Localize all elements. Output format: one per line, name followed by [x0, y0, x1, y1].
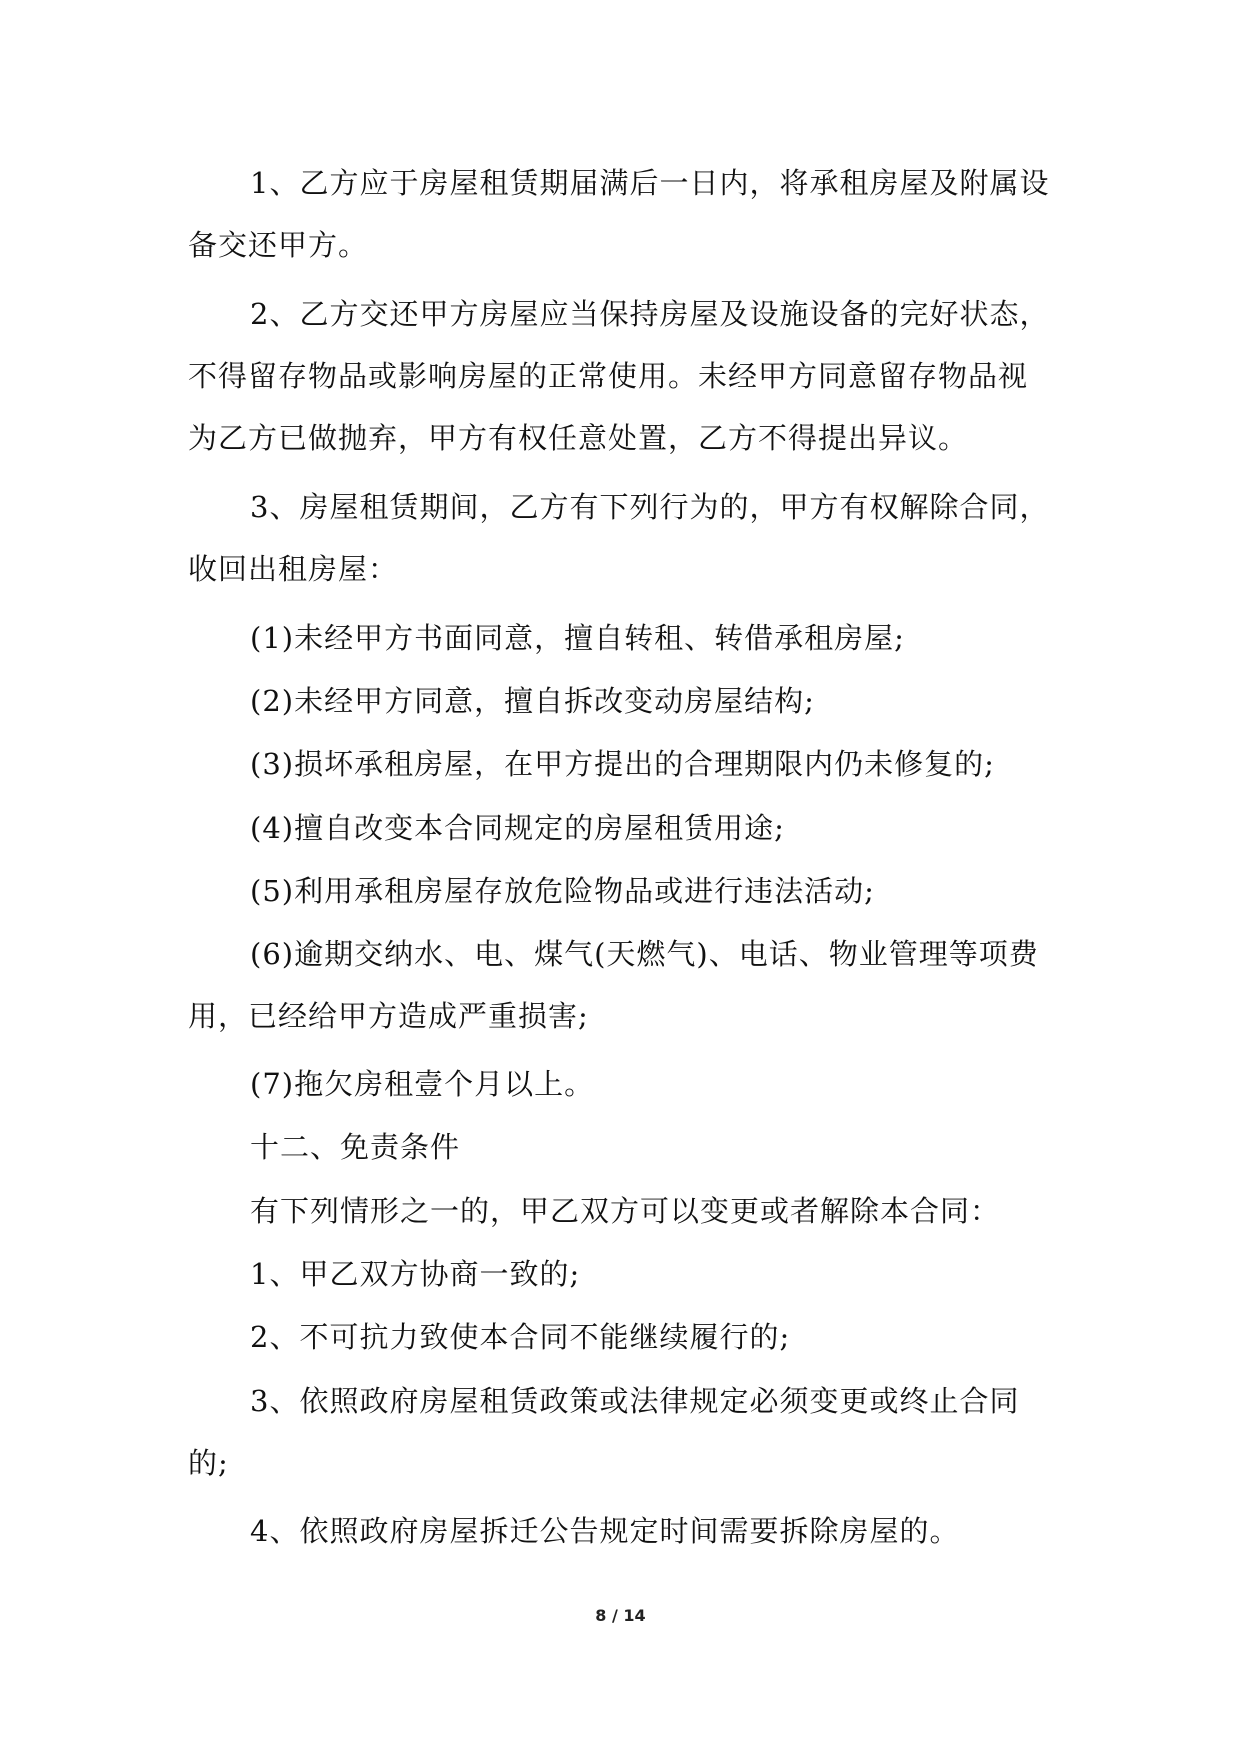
list-item-1: (1)未经甲方书面同意，擅自转租、转借承租房屋; [250, 621, 905, 655]
condition-item-2: 2、不可抗力致使本合同不能继续履行的; [250, 1320, 791, 1354]
paragraph-3: 3、房屋租赁期间，乙方有下列行为的，甲方有权解除合同，收回出租房屋： [188, 490, 1050, 586]
condition-item-4: 4、依照政府房屋拆迁公告规定时间需要拆除房屋的。 [250, 1514, 960, 1548]
section-heading: 十二、免责条件 [250, 1130, 461, 1164]
paragraph-conditions-intro: 有下列情形之一的，甲乙双方可以变更或者解除本合同： [250, 1194, 1001, 1228]
list-item-4: (4)擅自改变本合同规定的房屋租赁用途; [250, 811, 785, 845]
page-number: 8 / 14 [595, 1606, 646, 1625]
condition-item-3: 3、依照政府房屋租赁政策或法律规定必须变更或终止合同的; [188, 1384, 1020, 1480]
condition-item-1: 1、甲乙双方协商一致的; [250, 1257, 581, 1291]
list-item-6: (6)逾期交纳水、电、煤气(天燃气)、电话、物业管理等项费用，已经给甲方造成严重损害; [188, 937, 1039, 1033]
paragraph-1: 1、乙方应于房屋租赁期届满后一日内，将承租房屋及附属设备交还甲方。 [188, 166, 1050, 262]
list-item-2: (2)未经甲方同意，擅自拆改变动房屋结构; [250, 684, 815, 718]
paragraph-2: 2、乙方交还甲方房屋应当保持房屋及设施设备的完好状态，不得留存物品或影响房屋的正常使用。未经甲方同意留存物品视为乙方已做抛弃，甲方有权任意处置，乙方不得提出异议。 [188, 297, 1050, 455]
list-item-3: (3)损坏承租房屋，在甲方提出的合理期限内仍未修复的; [250, 747, 995, 781]
list-item-7: (7)拖欠房租壹个月以上。 [250, 1067, 595, 1101]
list-item-5: (5)利用承租房屋存放危险物品或进行违法活动; [250, 874, 875, 908]
